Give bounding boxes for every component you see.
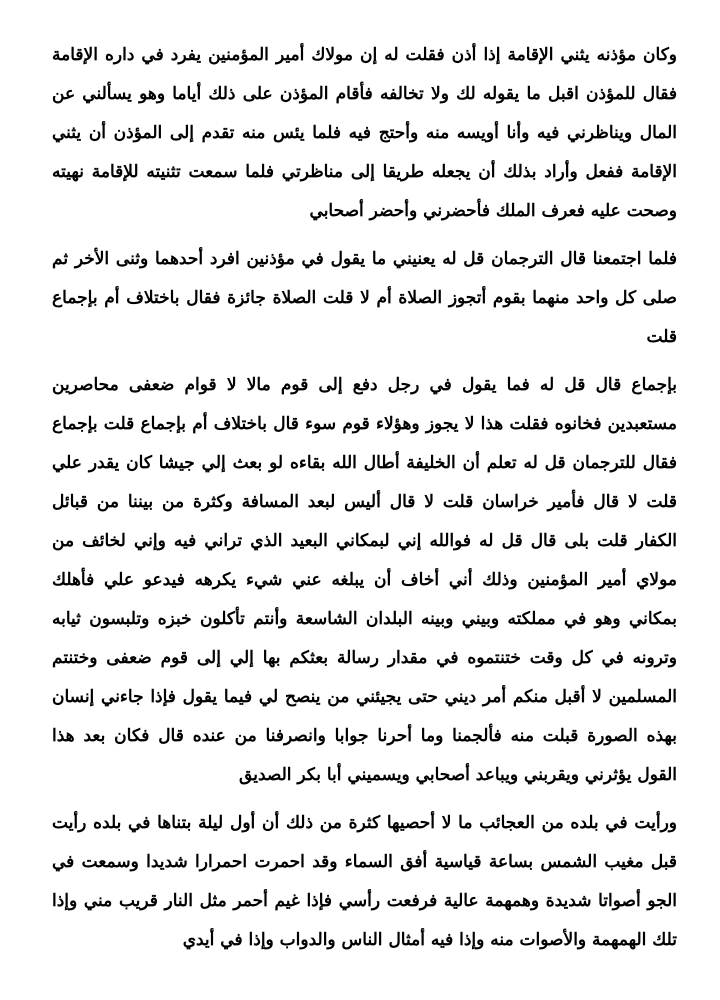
paragraph-3: بإجماع قال قل له فما يقول في رجل دفع إلى قوم مالا لا قوام ضعفى محاصرين مستعبدين فخانوه فقلت هذا لا يجوز وهؤلاء قوم سوء قال باختلاف أم بإجماع قلت بإجماع فقال للترجمان قل له تعلم أن الخليفة أطال الله بقاءه لو بعث إلي جيشا كان يقدر علي قلت لا قال فأمير خراسان قلت لا قال أليس لبعد المسافة وكثرة من بيننا من قبائل الكفار قلت بلى قال قل له فوالله إني لبمكاني البعيد الذي تراني فيه وإني لخائف من مولاي أمير المؤمنين وذلك أني أخاف أن يبلغه عني شيء يكرهه فيدعو علي فأهلك بمكاني وهو في مملكته وبيني وبينه البلدان الشاسعة وأنتم تأكلون خبزه وتلبسون ثيابه وترونه في كل وقت ختنتموه في مقدار رسالة بعثكم بها إلي إلى قوم ضعفى وختنتم المسلمين لا أقبل منكم أمر ديني حتى يجيئني من ينصح لي فيما يقول فإذا جاءني إنسان بهذه الصورة قبلت منه فألجمنا وما أحرنا جوابا وانصرفنا من عنده قال فكان بعد هذا القول يؤثرني ويقربني ويباعد أصحابي ويسميني أبا بكر الصديق (52, 375, 677, 785)
paragraph-2: فلما اجتمعنا قال الترجمان قل له يعنيني ما يقول في مؤذنين افرد أحدهما وثنى الأخر ثم صلى كل واحد منهما بقوم أتجوز الصلاة أم لا قلت الصلاة جائزة فقال باختلاف أم بإجماع قلت (52, 249, 677, 347)
document-body (52, 36, 677, 960)
paragraph-4: ورأيت في بلده من العجائب ما لا أحصيها كثرة من ذلك أن أول ليلة بتناها في بلده رأيت قبل مغيب الشمس بساعة قياسية أفق السماء وقد احمرت احمرارا شديدا وسمعت في الجو أصواتا شديدة وهمهمة عالية فرفعت رأسي فإذا غيم أحمر مثل النار قريب مني وإذا تلك الهمهمة والأصوات منه وإذا فيه أمثال الناس والدواب وإذا في أيدي (52, 813, 677, 950)
paragraph-1: وكان مؤذنه يثني الإقامة إذا أذن فقلت له إن مولاك أمير المؤمنين يفرد في داره الإقامة فقال للمؤذن اقبل ما يقوله لك ولا تخالفه فأقام المؤذن على ذلك أياما وهو يسألني عن المال ويناظرني فيه وأنا أويسه منه وأحتج فيه فلما يئس منه تقدم إلى المؤذن أن يثني الإقامة ففعل وأراد بذلك أن يجعله طريقا إلى مناظرتي فلما سمعت تثنيته للإقامة نهيته وصحت عليه فعرف الملك فأحضرني وأحضر أصحابي (52, 45, 677, 221)
